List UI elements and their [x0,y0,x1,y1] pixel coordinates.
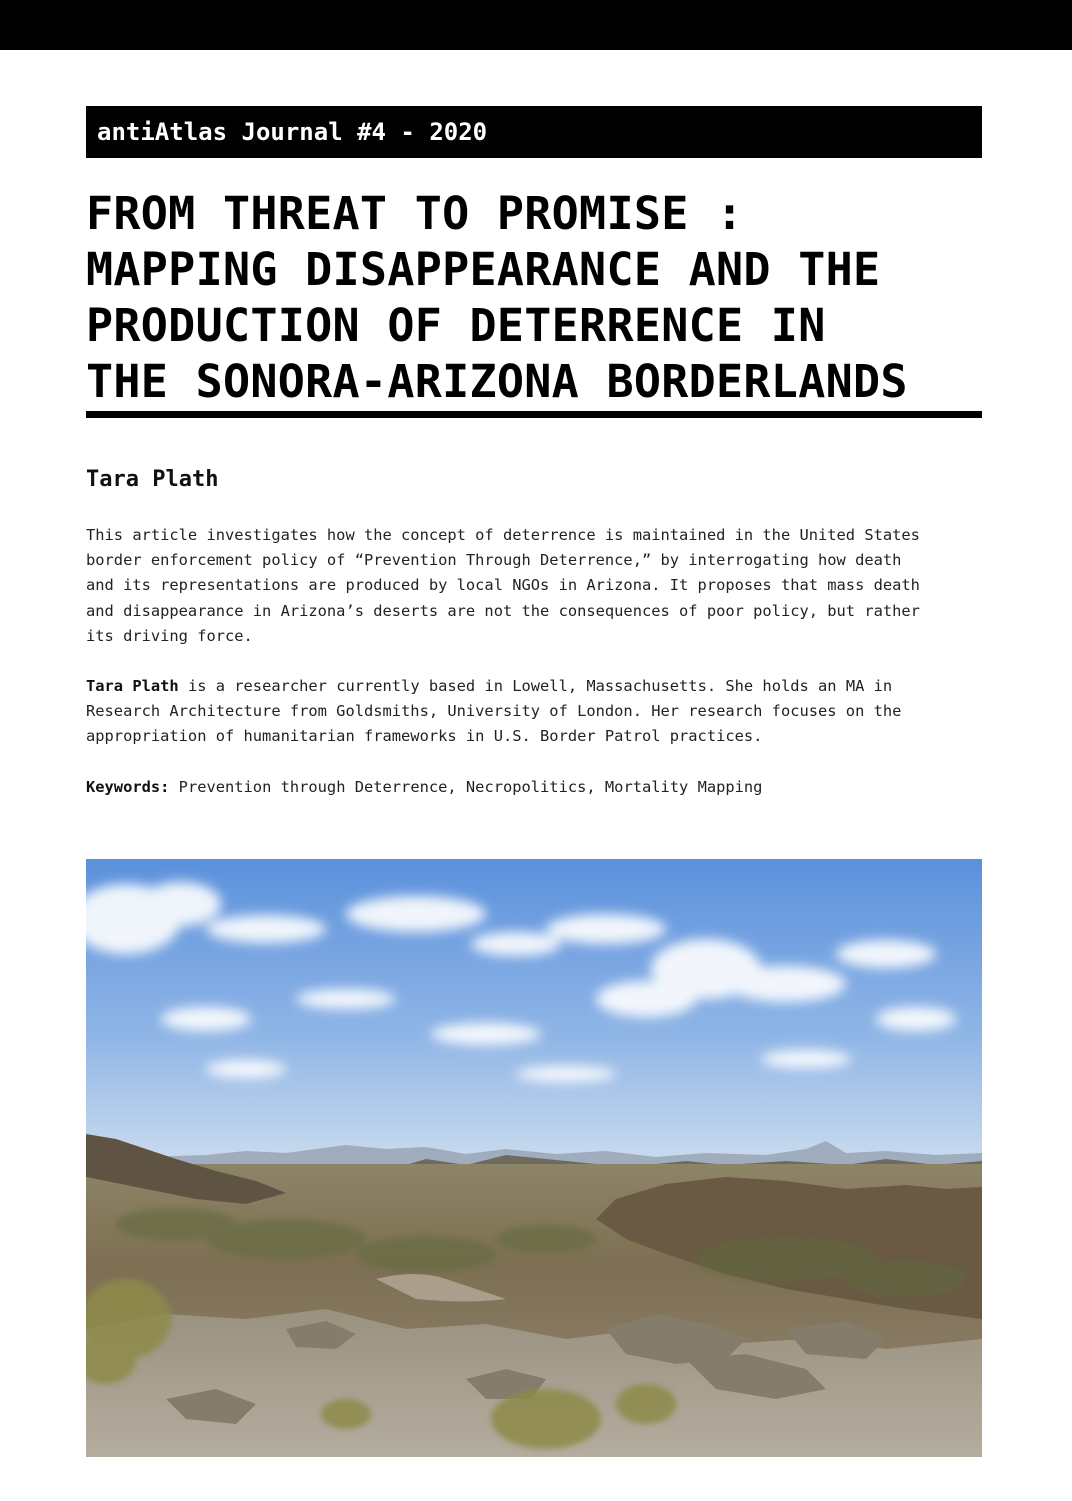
keywords-label: Keywords: [86,778,170,796]
bio-line: Research Architecture from Goldsmiths, University of London. Her research focuses on the [86,702,902,721]
bio-line [86,674,982,699]
abstract [86,523,982,649]
top-bar [0,0,1072,50]
article-title-line: THE SONORA-ARIZONA BORDERLANDS [86,355,908,408]
abstract-line: border enforcement policy of “Prevention Through Deterrence,” by interrogating how death [86,551,902,570]
keywords [86,775,982,800]
bio-line: appropriation of humanitarian frameworks in U.S. Border Patrol practices. [86,727,763,746]
article-title-line: FROM THREAT TO PROMISE : [86,187,744,240]
desert-landscape-photo [86,859,982,1457]
bio-author-name: Tara Plath [86,677,179,695]
keywords-value: Prevention through Deterrence, Necropolitics, Mortality Mapping [169,778,763,796]
article-title-line: PRODUCTION OF DETERRENCE IN [86,299,826,352]
author-bio [86,674,982,750]
article-title [86,186,982,410]
keywords-line [86,775,982,800]
title-underline [86,411,982,418]
abstract-line: and its representations are produced by local NGOs in Arizona. It proposes that mass death [86,576,920,595]
abstract-line: its driving force. [86,626,253,645]
desert-landscape-illustration [86,859,982,1457]
abstract-line: and disappearance in Arizona’s deserts are not the consequences of poor policy, but rather [86,601,920,620]
abstract-line: This article investigates how the concept of deterrence is maintained in the United States [86,526,920,544]
article-title-line: MAPPING DISAPPEARANCE AND THE [86,243,881,296]
author-name: Tara Plath [86,467,219,492]
journal-banner: antiAtlas Journal #4 - 2020 [86,106,982,158]
bio-text: is a researcher currently based in Lowell, Massachusetts. She holds an MA in [178,677,893,695]
